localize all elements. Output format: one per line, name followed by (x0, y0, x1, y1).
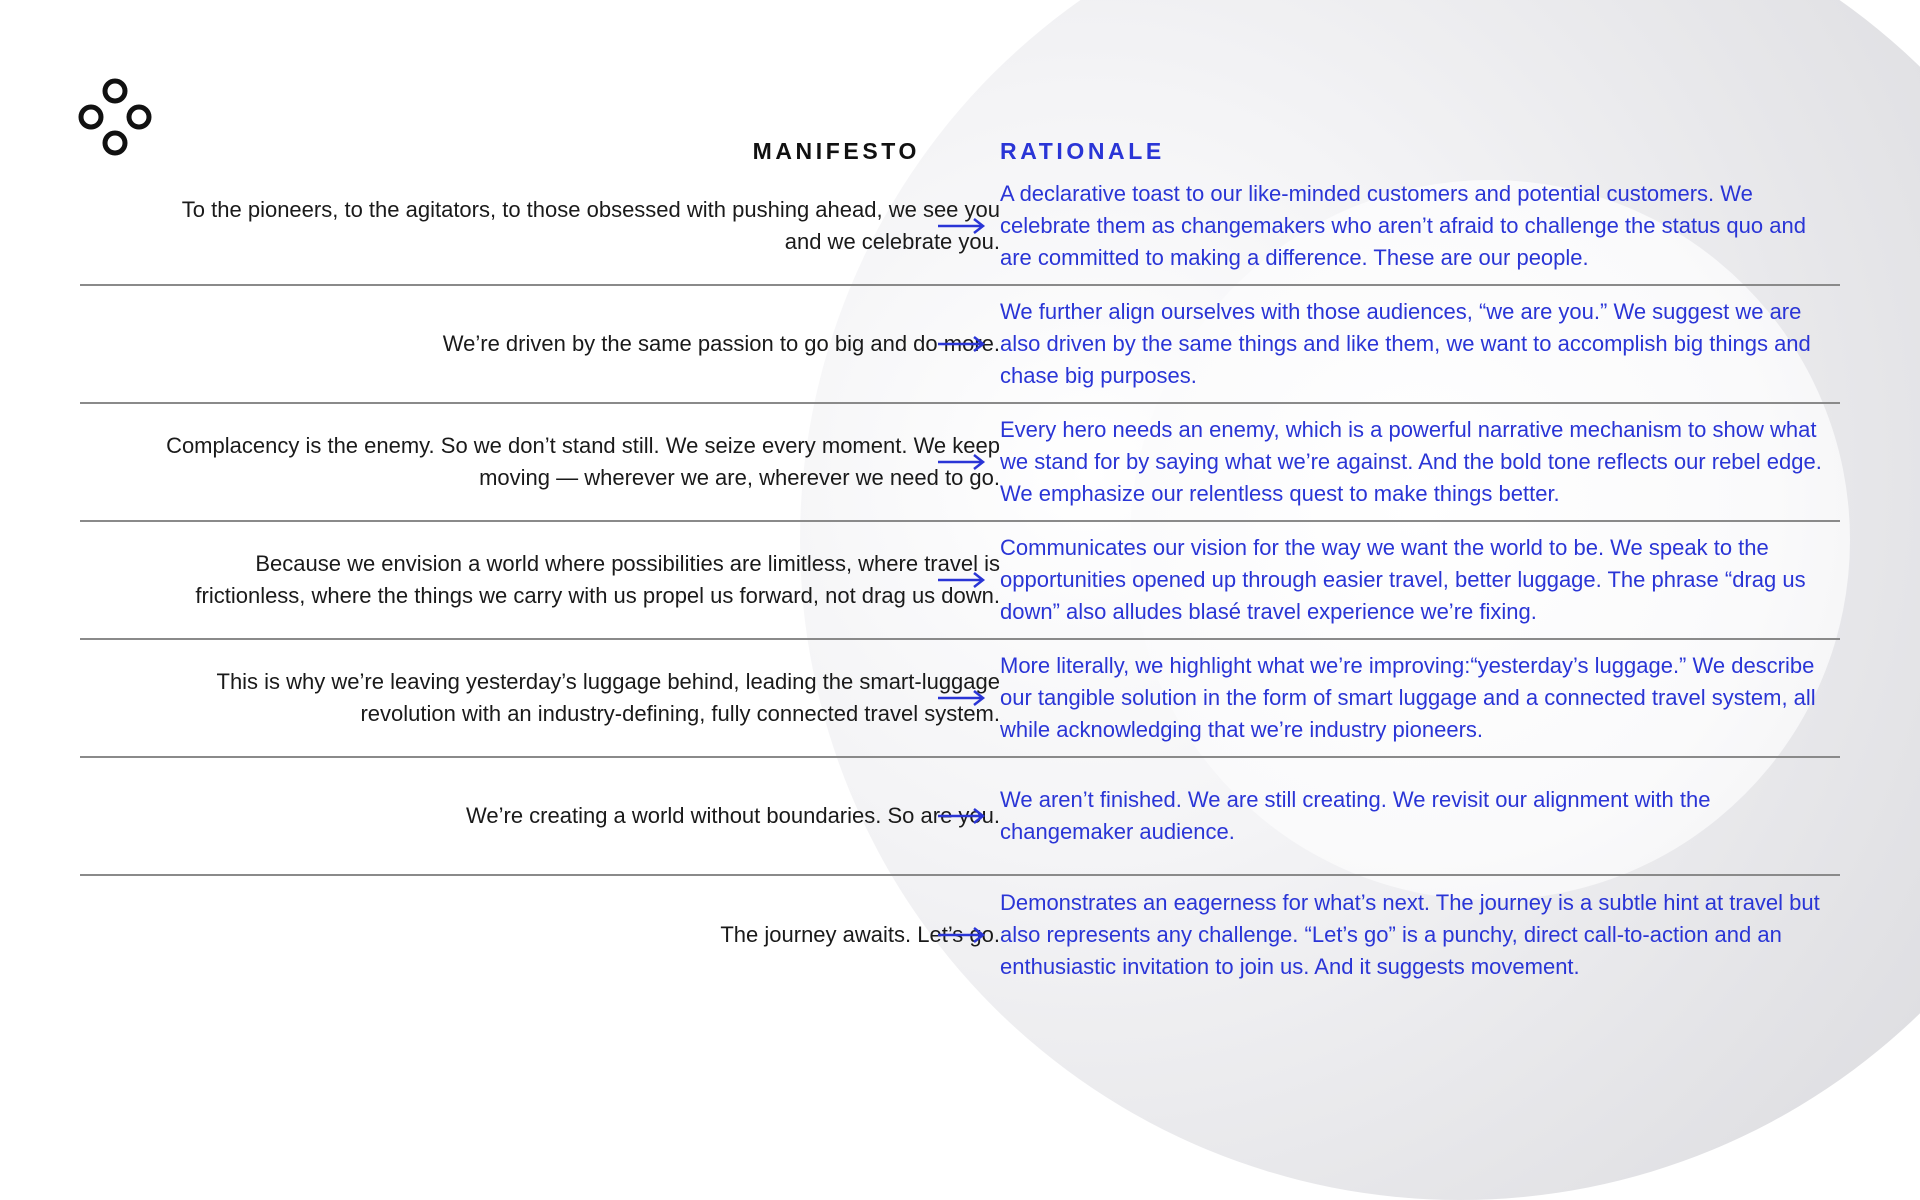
table-row (80, 640, 1840, 758)
arrow-right-icon (936, 216, 986, 236)
table-row (80, 286, 1840, 404)
rationale-text: We aren’t finished. We are still creating. We revisit our alignment with the changemaker audience. (1000, 787, 1711, 844)
arrow-right-icon (936, 452, 986, 472)
manifesto-line: Complacency is the enemy. So we don’t stand still. We seize every moment. We keep moving — wherever we are, wherever we need to go. (166, 433, 1000, 490)
rationale-text: We further align ourselves with those audiences, “we are you.” We suggest we are also driven by the same things and like them, we want to accomplish big things and chase big purposes. (1000, 299, 1811, 388)
table-row (80, 404, 1840, 522)
rationale-text: A declarative toast to our like-minded customers and potential customers. We celebrate them as changemakers who aren’t afraid to challenge the status quo and are committed to making a difference. These are our people. (1000, 181, 1806, 270)
arrow-right-icon (936, 688, 986, 708)
arrow-right-icon (936, 806, 986, 826)
table-row (80, 168, 1840, 286)
arrow-right-icon (936, 334, 986, 354)
rationale-text: Communicates our vision for the way we want the world to be. We speak to the opportunities opened up through easier travel, better luggage. The phrase “drag us down” also alludes blasé travel experience we’re fixing. (1000, 535, 1806, 624)
table-row (80, 522, 1840, 640)
rationale-header: RATIONALE (1000, 138, 1165, 164)
arrow-right-icon (936, 570, 986, 590)
column-headers (0, 138, 1920, 168)
manifesto-line: We’re driven by the same passion to go big and do more. (442, 331, 1000, 356)
manifesto-line: We’re creating a world without boundaries. So are you. (466, 803, 1000, 828)
manifesto-line: To the pioneers, to the agitators, to those obsessed with pushing ahead, we see you and we celebrate you. (181, 197, 1000, 254)
manifesto-header: MANIFESTO (752, 138, 920, 164)
manifesto-table (80, 168, 1840, 994)
rationale-text: Every hero needs an enemy, which is a powerful narrative mechanism to show what we stand for by saying what we’re against. And the bold tone reflects our rebel edge. We emphasize our relentless quest to make things better. (1000, 417, 1822, 506)
arrow-right-icon (936, 925, 986, 945)
table-row (80, 758, 1840, 876)
rationale-text: Demonstrates an eagerness for what’s next. The journey is a subtle hint at travel but also represents any challenge. “Let’s go” is a punchy, direct call-to-action and an enthusiastic invitation to join us. And it suggests movement. (1000, 890, 1820, 979)
manifesto-line: The journey awaits. Let’s go. (720, 922, 1000, 947)
manifesto-line: This is why we’re leaving yesterday’s luggage behind, leading the smart-luggage revolution with an industry-defining, fully connected travel system. (216, 669, 1000, 726)
rationale-text: More literally, we highlight what we’re improving:“yesterday’s luggage.” We describe our tangible solution in the form of smart luggage and a connected travel system, all while acknowledging that we’re industry pioneers. (1000, 653, 1816, 742)
table-row (80, 876, 1840, 994)
manifesto-line: Because we envision a world where possibilities are limitless, where travel is frictionless, where the things we carry with us propel us forward, not drag us down. (195, 551, 1000, 608)
